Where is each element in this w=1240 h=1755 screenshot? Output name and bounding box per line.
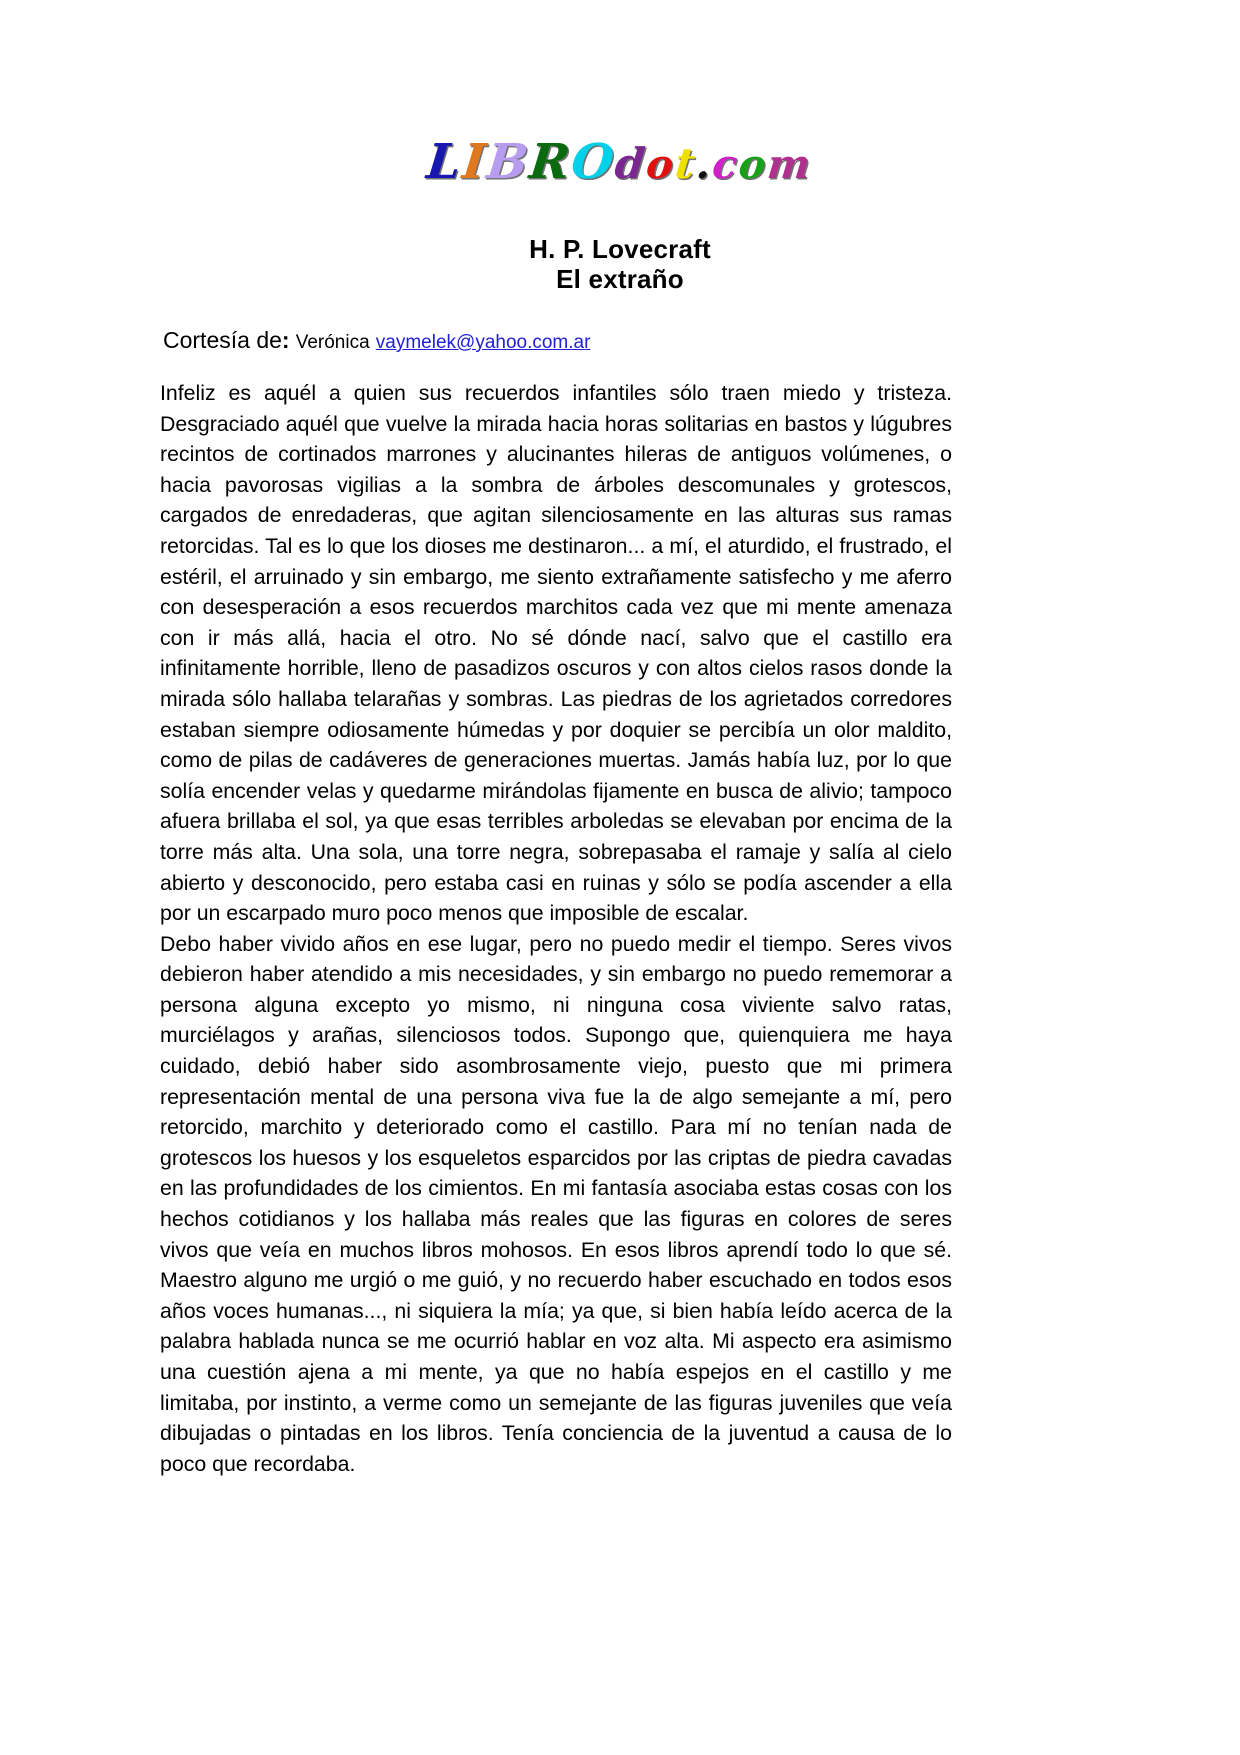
logo-letter-c: c: [710, 141, 742, 188]
logo-letter-i: I: [460, 134, 491, 190]
logo-wordmark: [424, 134, 815, 190]
title-block: [0, 234, 1240, 294]
logo-letter-o: O: [569, 134, 619, 190]
courtesy-label: Cortesía de: [163, 327, 282, 353]
logo-letter-l: L: [424, 134, 467, 190]
logo-letter-o2: o: [644, 141, 679, 188]
page-title: El extraño: [556, 264, 684, 294]
author-name: H. P. Lovecraft: [529, 234, 711, 264]
logo-letter-r: R: [527, 134, 575, 190]
logo-letter-o3: o: [736, 141, 771, 188]
logo-period: .: [694, 141, 716, 188]
librodot-logo: [0, 134, 1240, 190]
courtesy-line: [163, 326, 953, 357]
courtesy-colon: :: [281, 327, 290, 353]
story-body: [160, 378, 952, 1479]
logo-letter-b: B: [484, 134, 534, 190]
paragraph-1: Infeliz es aquél a quien sus recuerdos infantiles sólo traen miedo y tristeza. Desgraciado aquél que vuelve la mirada hacia horas solitarias en bastos y lúgubres recintos de cortinados marrones y alucinantes hileras de antiguos volúmenes, o hacia pavorosas vigilias a la sombra de árboles descomunales y grotescos, cargados de enredaderas, que agitan silenciosamente en las alturas sus ramas retorcidas. Tal es lo que los dioses me destinaron... a mí, el aturdido, el frustrado, el estéril, el arruinado y sin embargo, me siento extrañamente satisfecho y me aferro con desesperación a esos recuerdos marchitos cada vez que mi mente amenaza con ir más allá, hacia el otro. No sé dónde nací, salvo que el castillo era infinitamente horrible, lleno de pasadizos oscuros y con altos cielos rasos donde la mirada sólo hallaba telarañas y sombras. Las piedras de los agrietados corredores estaban siempre odiosamente húmedas y por doquier se percibía un olor maldito, como de pilas de cadáveres de generaciones muertas. Jamás había luz, por lo que solía encender velas y quedarme mirándolas fijamente en busca de alivio; tampoco afuera brillaba el sol, ya que esas terribles arboledas se elevaban por encima de la torre más alta. Una sola, una torre negra, sobrepasaba el ramaje y salía al cielo abierto y desconocido, pero estaba casi en ruinas y sólo se podía ascender a ella por un escarpado muro poco menos que imposible de escalar.: [160, 381, 952, 926]
courtesy-contributor-name: Verónica: [295, 332, 370, 353]
logo-letter-d: d: [613, 139, 650, 188]
paragraph-2: Debo haber vivido años en ese lugar, pero no puedo medir el tiempo. Seres vivos debieron haber atendido a mis necesidades, y sin embargo no puedo rememorar a persona alguna excepto yo mismo, ni ninguna cosa viviente salvo ratas, murciélagos y arañas, silenciosos todos. Supongo que, quienquiera me haya cuidado, debió haber sido asombrosamente viejo, puesto que mi primera representación mental de una persona viva fue la de algo semejante a mí, pero retorcido, marchito y deteriorado como el castillo. Para mí no tenían nada de grotescos los huesos y los esqueletos esparcidos por las criptas de piedra cavadas en las profundidades de los cimientos. En mi fantasía asociaba estas cosas con los hechos cotidianos y los hallaba más reales que las figuras en colores de seres vivos que veía en muchos libros mohosos. En esos libros aprendí todo lo que sé. Maestro alguno me urgió o me guió, y no recuerdo haber escuchado en todos esos años voces humanas..., ni siquiera la mía; ya que, si bien había leído acerca de la palabra hablada nunca se me ocurrió hablar en voz alta. Mi aspecto era asimismo una cuestión ajena a mi mente, ya que no había espejos en el castillo y me limitaba, por instinto, a verme como un semejante de las figuras juveniles que veía dibujadas o pintadas en los libros. Tenía conciencia de la juventud a causa de lo poco que recordaba.: [160, 931, 952, 1476]
logo-letter-t: t: [673, 139, 700, 188]
contributor-email-link[interactable]: vaymelek@yahoo.com.ar: [375, 332, 591, 353]
logo-letter-m: m: [765, 141, 815, 188]
